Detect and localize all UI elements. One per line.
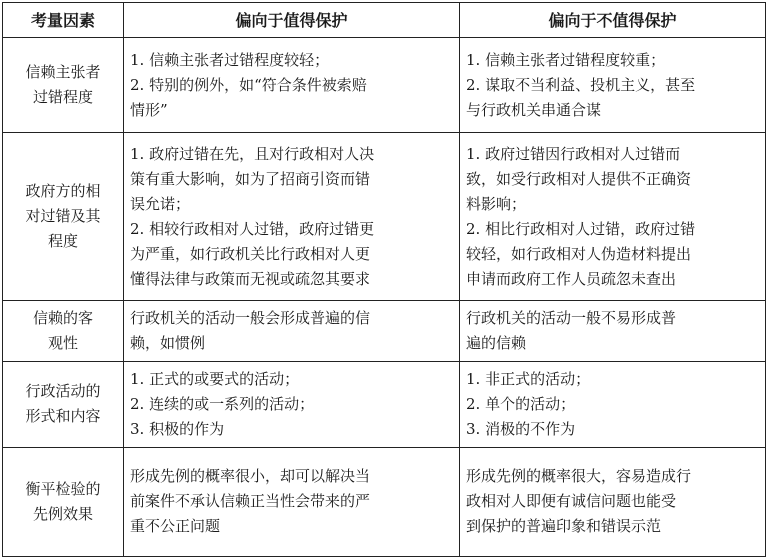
factor-text: 程度 — [47, 232, 78, 251]
not-protect-cell — [460, 301, 766, 362]
protect-text: 重不公正问题 — [130, 517, 221, 536]
header-not-protect: 偏向于不值得保护 — [460, 3, 766, 38]
not-protect-cell — [460, 447, 766, 556]
factor-text: 观性 — [47, 334, 78, 353]
protect-text: 为严重，如行政机关比行政相对人更 — [130, 244, 371, 263]
protect-text: 形成先例的概率很小，却可以解决当 — [130, 467, 371, 486]
protect-text: 前案件不承认信赖正当性会带来的严 — [130, 492, 371, 511]
factor-text: 政府方的相 — [25, 182, 101, 201]
protect-text: 2. 相较行政相对人过错，政府过错更 — [130, 219, 375, 238]
not-protect-text: 料影响； — [466, 194, 527, 213]
protect-cell — [124, 362, 460, 447]
not-protect-text: 1. 非正式的活动； — [466, 369, 591, 388]
factor-text: 行政活动的 — [25, 382, 101, 401]
factor-cell — [3, 38, 124, 133]
not-protect-text: 行政机关的活动一般不易形成普 — [466, 309, 677, 328]
table-row — [3, 447, 766, 556]
not-protect-text: 1. 信赖主张者过错程度较重； — [466, 50, 666, 69]
header-protect: 偏向于值得保护 — [124, 3, 460, 38]
factor-text: 对过错及其 — [25, 207, 101, 226]
protect-text: 2. 特别的例外，如“符合条件被索赔 — [130, 75, 367, 94]
not-protect-cell — [460, 362, 766, 447]
protect-text: 1. 正式的或要式的活动； — [130, 369, 300, 388]
not-protect-text: 政相对人即便有诚信问题也能受 — [466, 492, 677, 511]
protect-text: 1. 信赖主张者过错程度较轻； — [130, 50, 330, 69]
protect-text: 行政机关的活动一般会形成普遍的信 — [130, 309, 371, 328]
not-protect-text: 较轻，如行政相对人伪造材料提出 — [466, 244, 692, 263]
not-protect-text: 致，如受行政相对人提供不正确资 — [466, 169, 692, 188]
factor-text: 信赖的客 — [32, 309, 93, 328]
factor-cell — [3, 447, 124, 556]
not-protect-cell — [460, 38, 766, 133]
table-row — [3, 301, 766, 362]
factor-text: 形式和内容 — [25, 407, 101, 426]
protect-text: 赖，如惯例 — [130, 334, 206, 353]
not-protect-text: 2. 相比行政相对人过错，政府过错 — [466, 219, 696, 238]
factor-text: 信赖主张者 — [25, 63, 101, 82]
header-row — [3, 3, 766, 38]
not-protect-text: 2. 谋取不当利益、投机主义，甚至 — [466, 75, 696, 94]
protect-text: 3. 积极的作为 — [130, 419, 225, 438]
table-row — [3, 38, 766, 133]
factor-cell — [3, 362, 124, 447]
protect-cell — [124, 38, 460, 133]
not-protect-cell — [460, 133, 766, 301]
comparison-table — [2, 2, 766, 557]
not-protect-text: 申请而政府工作人员疏忽未查出 — [466, 269, 677, 288]
factor-text: 先例效果 — [32, 504, 93, 523]
protect-cell — [124, 133, 460, 301]
protect-text: 误允诺； — [130, 194, 191, 213]
not-protect-text: 2. 单个的活动； — [466, 394, 576, 413]
not-protect-text: 与行政机关串通合谋 — [466, 100, 602, 119]
factor-cell — [3, 133, 124, 301]
header-factor: 考量因素 — [3, 3, 124, 38]
protect-text: 2. 连续的或一系列的活动； — [130, 394, 315, 413]
not-protect-text: 1. 政府过错因行政相对人过错而 — [466, 144, 681, 163]
factor-text: 衡平检验的 — [25, 479, 101, 498]
table-row — [3, 362, 766, 447]
not-protect-text: 遍的信赖 — [466, 334, 527, 353]
protect-cell — [124, 447, 460, 556]
protect-text: 1. 政府过错在先，且对行政相对人决 — [130, 144, 375, 163]
not-protect-text: 到保护的普遍印象和错误示范 — [466, 517, 662, 536]
not-protect-text: 形成先例的概率很大，容易造成行 — [466, 467, 692, 486]
protect-text: 策有重大影响，如为了招商引资而错 — [130, 169, 371, 188]
factor-cell — [3, 301, 124, 362]
factor-text: 过错程度 — [32, 88, 93, 107]
protect-text: 懂得法律与政策而无视或疏忽其要求 — [130, 269, 371, 288]
not-protect-text: 3. 消极的不作为 — [466, 419, 576, 438]
protect-text: 情形” — [130, 100, 168, 119]
protect-cell — [124, 301, 460, 362]
table-row — [3, 133, 766, 301]
